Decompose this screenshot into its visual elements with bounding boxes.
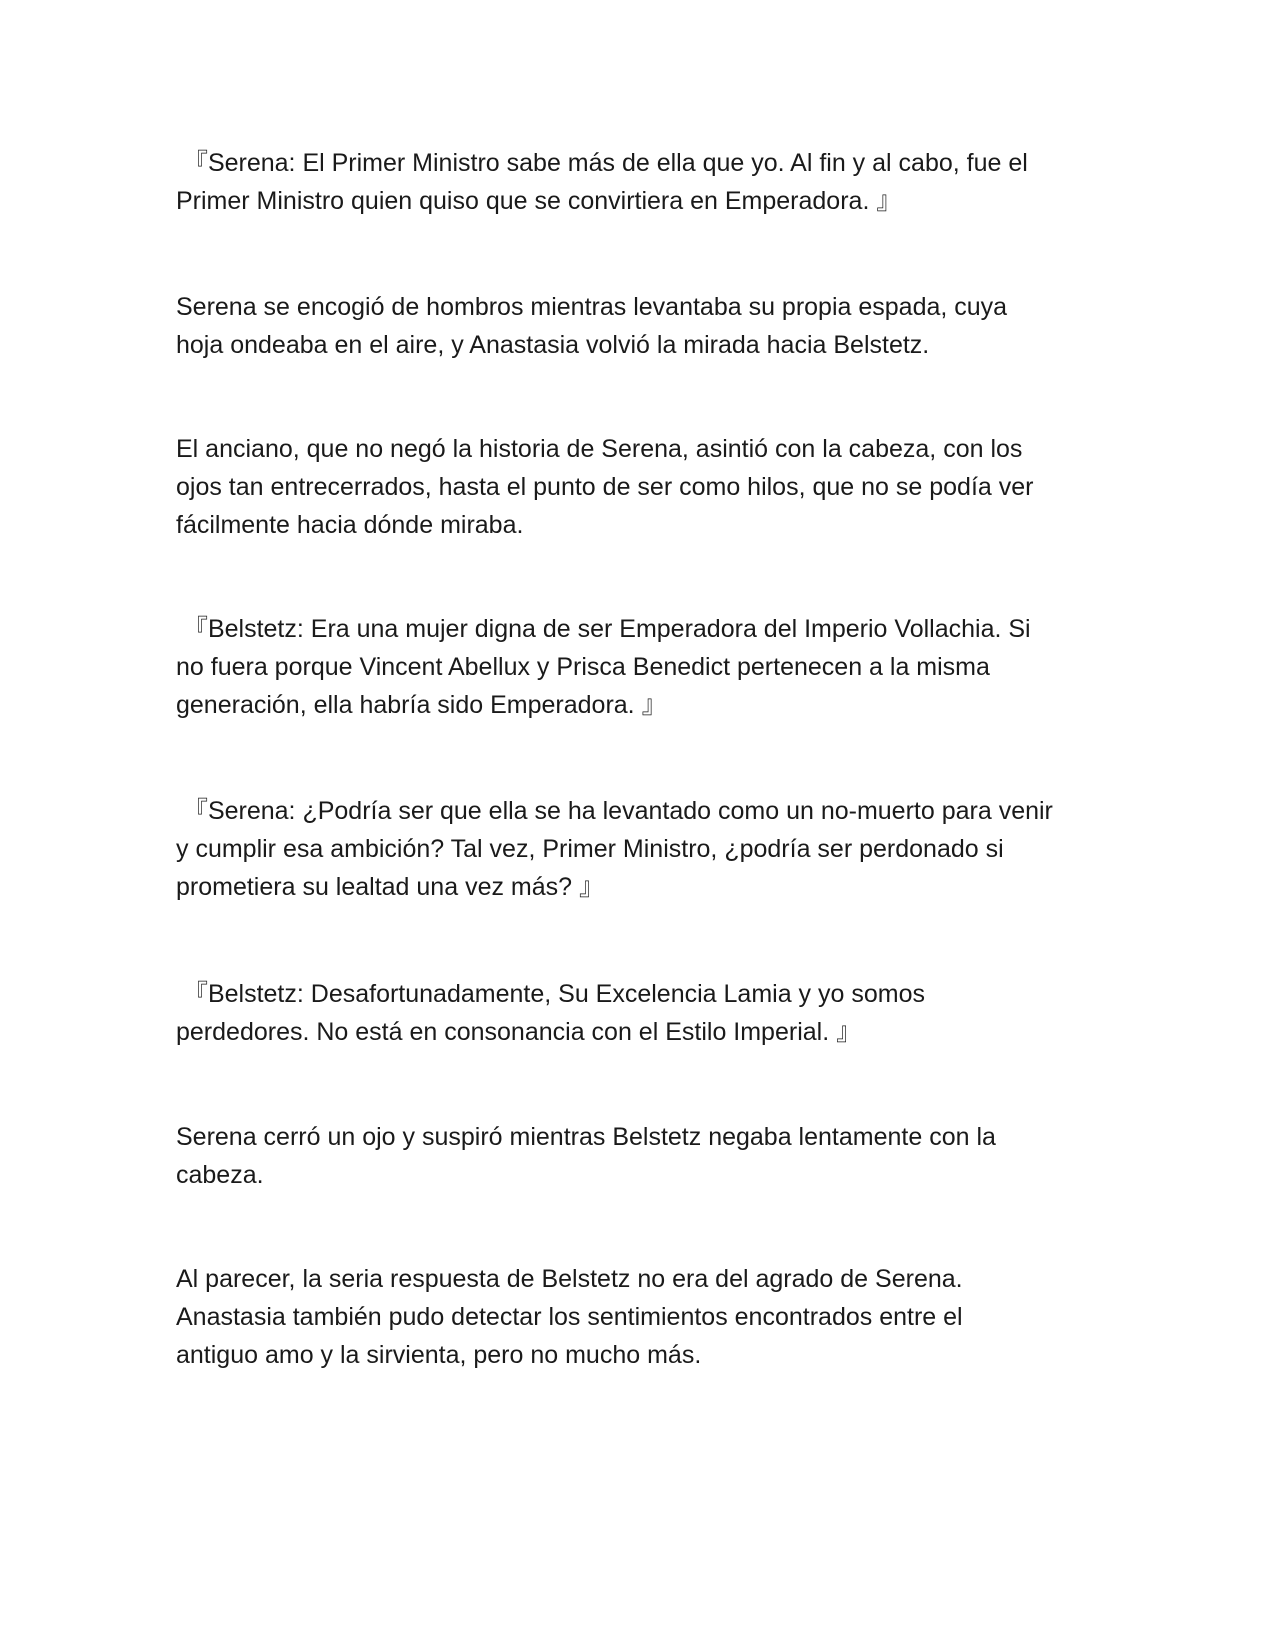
text-line: cabeza. xyxy=(176,1161,264,1189)
text-line: 『Serena: El Primer Ministro sabe más de ella que yo. Al fin y al cabo, fue el xyxy=(176,149,1028,177)
paragraph-1 xyxy=(176,144,1106,220)
text-line: prometiera su lealtad una vez más? 』 xyxy=(176,873,604,901)
text-line: Al parecer, la seria respuesta de Belstetz no era del agrado de Serena. xyxy=(176,1265,963,1293)
paragraph-2 xyxy=(176,288,1106,364)
text-line: y cumplir esa ambición? Tal vez, Primer Ministro, ¿podría ser perdonado si xyxy=(176,835,1004,863)
text-line: fácilmente hacia dónde miraba. xyxy=(176,511,524,539)
text-line: no fuera porque Vincent Abellux y Prisca Benedict pertenecen a la misma xyxy=(176,653,990,681)
text-line: Serena cerró un ojo y suspiró mientras Belstetz negaba lentamente con la xyxy=(176,1123,996,1151)
text-line: 『Belstetz: Era una mujer digna de ser Emperadora del Imperio Vollachia. Si xyxy=(176,615,1031,643)
text-line: ojos tan entrecerrados, hasta el punto de ser como hilos, que no se podía ver xyxy=(176,473,1034,501)
text-line: antiguo amo y la sirvienta, pero no mucho más. xyxy=(176,1341,702,1369)
paragraph-8 xyxy=(176,1260,1106,1374)
text-line: perdedores. No está en consonancia con el Estilo Imperial. 』 xyxy=(176,1018,862,1046)
paragraph-4 xyxy=(176,610,1106,724)
paragraph-7 xyxy=(176,1118,1106,1194)
text-line: 『Belstetz: Desafortunadamente, Su Excelencia Lamia y yo somos xyxy=(176,980,925,1008)
text-line: El anciano, que no negó la historia de Serena, asintió con la cabeza, con los xyxy=(176,435,1023,463)
paragraph-6 xyxy=(176,975,1106,1051)
text-line: Primer Ministro quien quiso que se convirtiera en Emperadora. 』 xyxy=(176,187,902,215)
text-line: Anastasia también pudo detectar los sentimientos encontrados entre el xyxy=(176,1303,963,1331)
paragraph-3 xyxy=(176,430,1106,544)
text-line: hoja ondeaba en el aire, y Anastasia volvió la mirada hacia Belstetz. xyxy=(176,331,930,359)
text-line: generación, ella habría sido Emperadora. 』 xyxy=(176,691,667,719)
text-line: 『Serena: ¿Podría ser que ella se ha levantado como un no-muerto para venir xyxy=(176,797,1053,825)
text-line: Serena se encogió de hombros mientras levantaba su propia espada, cuya xyxy=(176,293,1008,321)
paragraph-5 xyxy=(176,792,1106,906)
